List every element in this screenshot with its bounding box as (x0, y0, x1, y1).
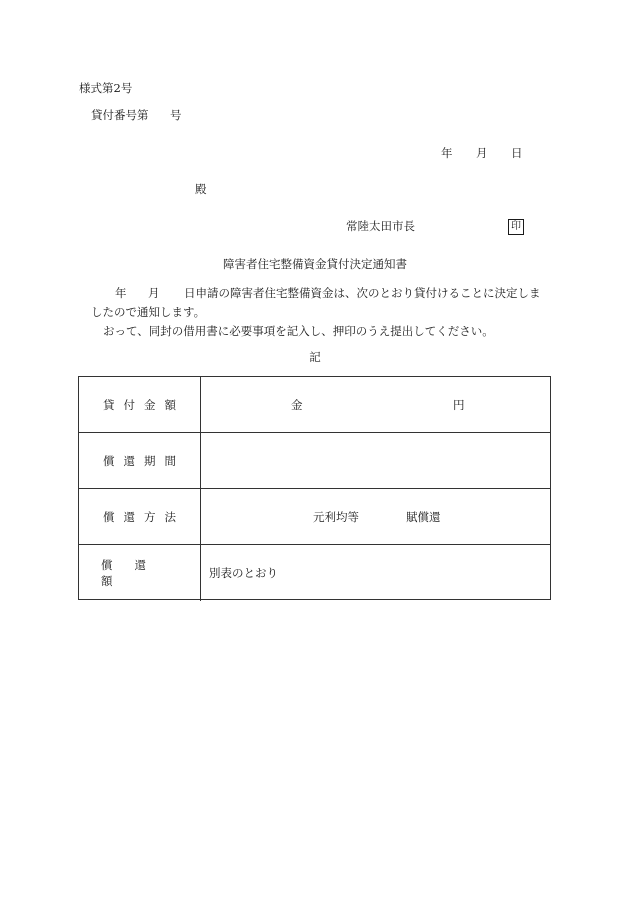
table-row-repayment-method (79, 489, 550, 545)
loan-number-prefix: 貸付番号第 (91, 108, 149, 122)
repayment-method-right: 賦償還 (406, 509, 441, 524)
body-text-line2: したので通知します。 (91, 305, 206, 319)
row-label: 償還方法 (103, 509, 185, 524)
loan-details-table (78, 376, 551, 600)
table-row-loan-amount (79, 377, 550, 433)
table-row-repayment-period (79, 433, 550, 489)
body-month: 月 (148, 286, 160, 300)
body-text-line3: おって、同封の借用書に必要事項を記入し、押印のうえ提出してください。 (103, 324, 494, 338)
date-month: 月 (476, 146, 488, 160)
addressee-honorific: 殿 (195, 182, 207, 196)
row-label: 貸付金額 (103, 397, 185, 412)
repayment-method-left: 元利均等 (313, 509, 359, 524)
body-text-line1: 日申請の障害者住宅整備資金は、次のとおり貸付けることに決定しま (184, 286, 541, 300)
amount-prefix: 金 (291, 397, 303, 412)
row-label-cell (79, 545, 201, 601)
ki-heading: 記 (309, 350, 321, 364)
row-label-cell (79, 433, 201, 488)
body-year: 年 (115, 286, 127, 300)
row-label: 償還額 (101, 558, 168, 588)
loan-number-suffix: 号 (170, 108, 182, 122)
repayment-amount-value: 別表のとおり (209, 566, 278, 580)
date-year: 年 (441, 146, 453, 160)
row-label-cell (79, 489, 201, 544)
form-number: 様式第2号 (79, 81, 133, 95)
date-day: 日 (511, 146, 523, 160)
row-label: 償還期間 (103, 453, 185, 468)
amount-unit: 円 (453, 397, 465, 412)
seal-mark: 印 (508, 219, 524, 235)
table-row-repayment-amount (79, 545, 550, 601)
row-label-cell (79, 377, 201, 432)
issuer-name: 常陸太田市長 (346, 219, 415, 233)
document-title: 障害者住宅整備資金貸付決定通知書 (223, 257, 407, 271)
